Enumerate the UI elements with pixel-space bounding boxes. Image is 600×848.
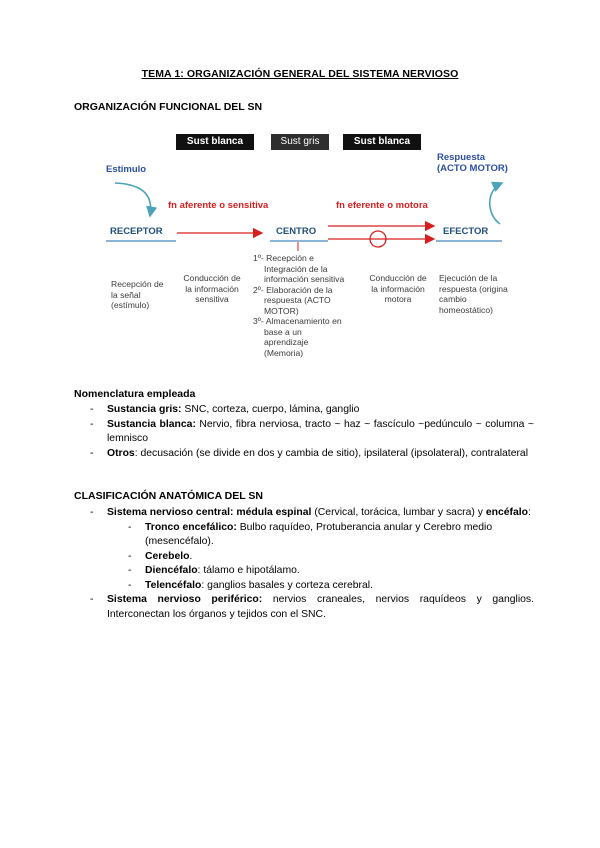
note-line: homeostático) [439, 304, 493, 315]
receptor-node: RECEPTOR [110, 226, 163, 237]
description: (Cervical, torácica, lumbar y sacra) y [311, 507, 486, 518]
centro-underline [270, 240, 328, 242]
note-line: cambio [439, 294, 467, 304]
note-line: la señal [111, 289, 141, 300]
term: Tronco encefálico: [145, 521, 237, 533]
note-line: Ejecución de la [439, 273, 498, 283]
note-line: la información [371, 283, 425, 294]
list-subitem: - Telencéfalo: ganglios basales y corteza cerebral. [128, 579, 373, 591]
nomenclature-heading: Nomenclatura empleada [74, 388, 196, 400]
term: Telencéfalo [145, 579, 202, 591]
respuesta-label [437, 152, 508, 174]
note-line: (Memoria) [264, 347, 304, 358]
note-line: Recepción de [111, 279, 164, 289]
anatomical-list [74, 506, 534, 622]
note-line: sensitiva [195, 294, 229, 304]
term: Sistema nervioso central: médula espinal [107, 507, 312, 518]
receptor-underline [106, 240, 176, 242]
receptor-note [111, 279, 164, 311]
sust-blanca-box-1: Sust blanca [176, 134, 254, 150]
term: Sustancia blanca: [107, 418, 196, 430]
term: Otros [107, 447, 135, 459]
note-line: 2º- Elaboración de la [253, 284, 333, 295]
note-line: información sensitiva [264, 274, 345, 284]
note-line: Conducción de [369, 273, 427, 283]
term: encéfalo [485, 507, 528, 518]
centro-node: CENTRO [276, 226, 317, 237]
list-subitem: - Tronco encefálico: Bulbo raquídeo, Protuberancia anular y Cerebro medio (mesencéfalo). [128, 521, 493, 547]
term: Sustancia gris: [107, 404, 182, 415]
term: Cerebelo [145, 550, 190, 562]
note-line: 1º- Recepción e [253, 253, 314, 263]
description: : tálamo e hipotálamo. [197, 565, 300, 576]
term: Sistema nervioso periférico: [107, 594, 263, 605]
note-line: la información [185, 283, 239, 294]
respuesta-line-2: (ACTO MOTOR) [437, 163, 508, 174]
list-item: - Sustancia blanca: Nervio, fibra nerviosa, tracto ~ haz ~ fascículo ~pedúnculo ~ columna ~ lemnisco [90, 418, 534, 444]
description: : ganglios basales y corteza cerebral. [201, 579, 373, 591]
stimulus-curve [115, 183, 151, 216]
list-item: - Sustancia gris: SNC, corteza, cuerpo, lámina, ganglio [90, 404, 360, 415]
description: : decusación (se divide en dos y cambia de sitio), ipsilateral (ipsolateral), contralateral [134, 447, 529, 459]
description: : [527, 507, 531, 518]
note-line: (estímulo) [111, 300, 150, 310]
note-line: motora [384, 294, 412, 304]
sust-gris-box: Sust gris [271, 134, 329, 150]
note-line: Conducción de [183, 273, 241, 283]
efector-node: EFECTOR [443, 226, 489, 237]
conduction-sensory-note [178, 273, 246, 305]
efferent-label: fn eferente o motora [336, 200, 428, 211]
anatomical-heading: CLASIFICACIÓN ANATÓMICA DEL SN [74, 490, 263, 502]
note-line: base a un [264, 326, 302, 337]
description: Bulbo raquídeo, Protuberancia anular y Cerebro medio (mesencéfalo). [145, 521, 493, 547]
note-line: respuesta (ACTO [264, 295, 331, 305]
note-line: MOTOR) [264, 305, 299, 316]
efector-underline [436, 240, 502, 242]
description: SNC, corteza, cuerpo, lámina, ganglio [181, 404, 360, 415]
list-item: - Sistema nervioso periférico: nervios craneales, nervios raquídeos y ganglios. Interconectan los órganos y tejidos con el SNC. [90, 594, 534, 620]
note-line: respuesta (origina [439, 283, 508, 294]
conduction-motor-note [363, 273, 433, 305]
list-item: - Sistema nervioso central: médula espinal (Cervical, torácica, lumbar y sacra) y encéfalo: [90, 507, 531, 518]
term: Diencéfalo [145, 565, 198, 576]
description: Nervio, fibra nerviosa, tracto ~ haz ~ fascículo ~pedúnculo ~ columna ~ lemnisco [107, 418, 534, 444]
page-title: TEMA 1: ORGANIZACIÓN GENERAL DEL SISTEMA NERVIOSO [141, 68, 459, 80]
functional-heading: ORGANIZACIÓN FUNCIONAL DEL SN [74, 101, 263, 113]
estimulo-label: Estímulo [106, 164, 147, 175]
list-subitem: - Cerebelo. [128, 550, 193, 562]
list-item: - Otros: decusación (se divide en dos y cambia de sitio), ipsilateral (ipsolateral), contralateral [90, 447, 529, 459]
efector-note [439, 273, 508, 315]
note-line: 3º- Almacenamiento en [253, 316, 342, 326]
note-line: Integración de la [264, 263, 328, 274]
response-curve [490, 183, 502, 224]
nomenclature-list [74, 403, 534, 461]
respuesta-line-1: Respuesta [437, 152, 486, 163]
note-line: aprendizaje [264, 337, 309, 347]
sust-blanca-box-2: Sust blanca [343, 134, 421, 150]
list-subitem: - Diencéfalo: tálamo e hipotálamo. [128, 565, 300, 576]
afferent-label: fn aferente o sensitiva [168, 200, 269, 211]
description: nervios craneales, nervios raquídeos y ganglios. Interconectan los órganos y tejidos con el SNC. [107, 594, 534, 620]
description: . [189, 550, 193, 562]
centro-note [253, 253, 344, 358]
